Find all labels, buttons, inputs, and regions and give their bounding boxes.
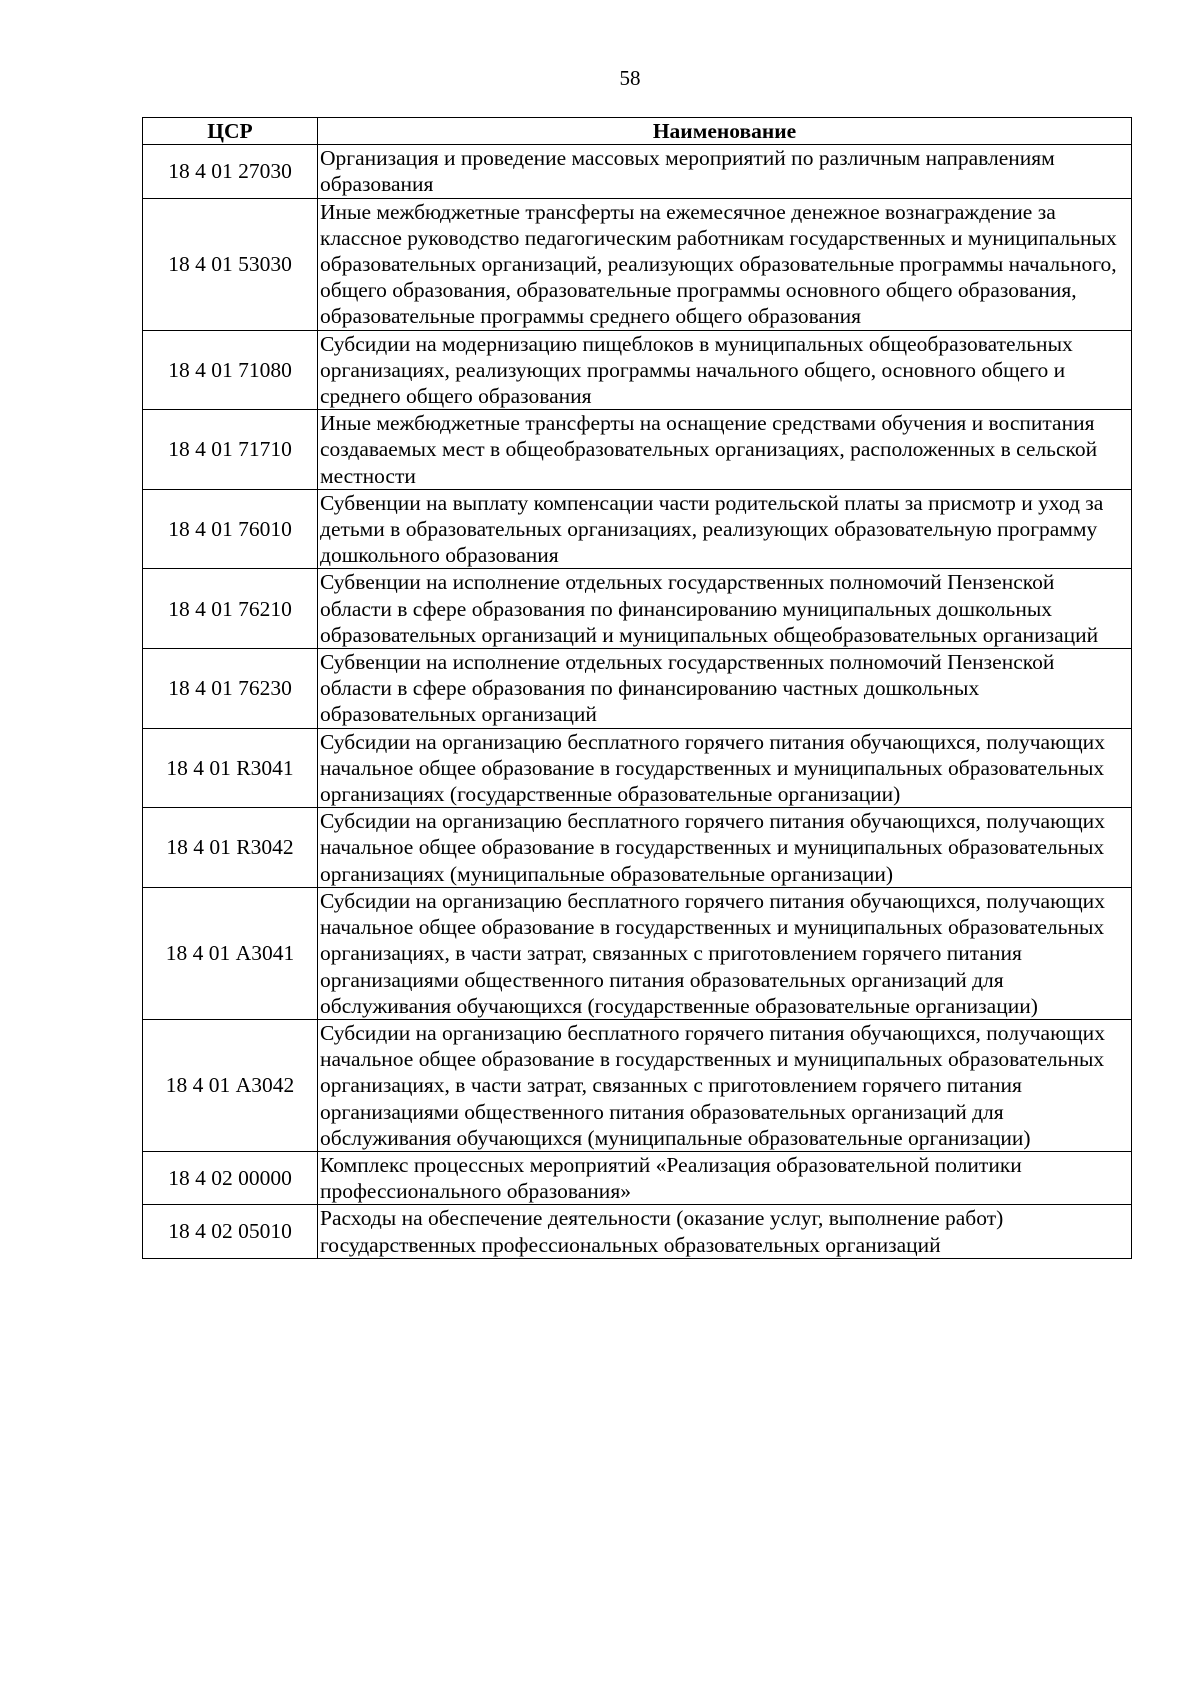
- header-code: ЦСР: [143, 118, 318, 145]
- table-row: [143, 649, 1132, 729]
- row-code: 18 4 02 00000: [143, 1151, 318, 1204]
- row-name: Субсидии на организацию бесплатного горячего питания обучающихся, получающих начальное общее образование в государственных и муниципальных образовательных организациях, в части затрат, связанных с приготовлением горячего питания организациями общественного питания образовательных организаций для обслуживания обучающихся (муниципальные образовательные организации): [318, 1019, 1132, 1151]
- row-name: Субсидии на организацию бесплатного горячего питания обучающихся, получающих начальное общее образование в государственных и муниципальных образовательных организациях, в части затрат, связанных с приготовлением горячего питания организациями общественного питания образовательных организаций для обслуживания обучающихся (государственные образовательные организации): [318, 887, 1132, 1019]
- row-name: Иные межбюджетные трансферты на ежемесячное денежное вознаграждение за классное руководство педагогическим работникам государственных и муниципальных образовательных организаций, реализующих образовательные программы начального, общего образования, образовательные программы основного общего образования, образовательные программы среднего общего образования: [318, 198, 1132, 330]
- row-code: 18 4 01 71710: [143, 410, 318, 490]
- table-row: [143, 1151, 1132, 1204]
- row-name: Субвенции на исполнение отдельных государственных полномочий Пензенской области в сфере образования по финансированию частных дошкольных образовательных организаций: [318, 649, 1132, 729]
- table-row: [143, 330, 1132, 410]
- row-name: Комплекс процессных мероприятий «Реализация образовательной политики профессионального образования»: [318, 1151, 1132, 1204]
- row-code: 18 4 01 R3041: [143, 728, 318, 808]
- row-code: 18 4 01 71080: [143, 330, 318, 410]
- row-name: Расходы на обеспечение деятельности (оказание услуг, выполнение работ) государственных профессиональных образовательных организаций: [318, 1205, 1132, 1258]
- table-row: [143, 1205, 1132, 1258]
- table-row: [143, 728, 1132, 808]
- table-row: [143, 808, 1132, 888]
- row-name: Организация и проведение массовых мероприятий по различным направлениям образования: [318, 145, 1132, 198]
- table-row: [143, 145, 1132, 198]
- header-name: Наименование: [318, 118, 1132, 145]
- row-code: 18 4 01 27030: [143, 145, 318, 198]
- table-row: [143, 198, 1132, 330]
- row-code: 18 4 01 А3041: [143, 887, 318, 1019]
- table-row: [143, 887, 1132, 1019]
- table-row: [143, 569, 1132, 649]
- row-code: 18 4 01 76230: [143, 649, 318, 729]
- row-name: Субсидии на организацию бесплатного горячего питания обучающихся, получающих начальное общее образование в государственных и муниципальных образовательных организациях (муниципальные образовательные организации): [318, 808, 1132, 888]
- budget-classification-table: [142, 117, 1132, 1259]
- row-code: 18 4 01 R3042: [143, 808, 318, 888]
- table-row: [143, 410, 1132, 490]
- row-name: Субвенции на выплату компенсации части родительской платы за присмотр и уход за детьми в образовательных организациях, реализующих образовательную программу дошкольного образования: [318, 489, 1132, 569]
- page-number: 58: [619, 66, 641, 90]
- table-row: [143, 489, 1132, 569]
- row-name: Субсидии на модернизацию пищеблоков в муниципальных общеобразовательных организациях, реализующих программы начального общего, основного общего и среднего общего образования: [318, 330, 1132, 410]
- table-row: [143, 1019, 1132, 1151]
- row-code: 18 4 01 А3042: [143, 1019, 318, 1151]
- row-code: 18 4 01 76210: [143, 569, 318, 649]
- row-code: 18 4 01 76010: [143, 489, 318, 569]
- row-name: Субвенции на исполнение отдельных государственных полномочий Пензенской области в сфере образования по финансированию муниципальных дошкольных образовательных организаций и муниципальных общеобразовательных организаций: [318, 569, 1132, 649]
- row-code: 18 4 01 53030: [143, 198, 318, 330]
- row-name: Иные межбюджетные трансферты на оснащение средствами обучения и воспитания создаваемых мест в общеобразовательных организациях, расположенных в сельской местности: [318, 410, 1132, 490]
- row-code: 18 4 02 05010: [143, 1205, 318, 1258]
- row-name: Субсидии на организацию бесплатного горячего питания обучающихся, получающих начальное общее образование в государственных и муниципальных образовательных организациях (государственные образовательные организации): [318, 728, 1132, 808]
- table-header-row: [143, 118, 1132, 145]
